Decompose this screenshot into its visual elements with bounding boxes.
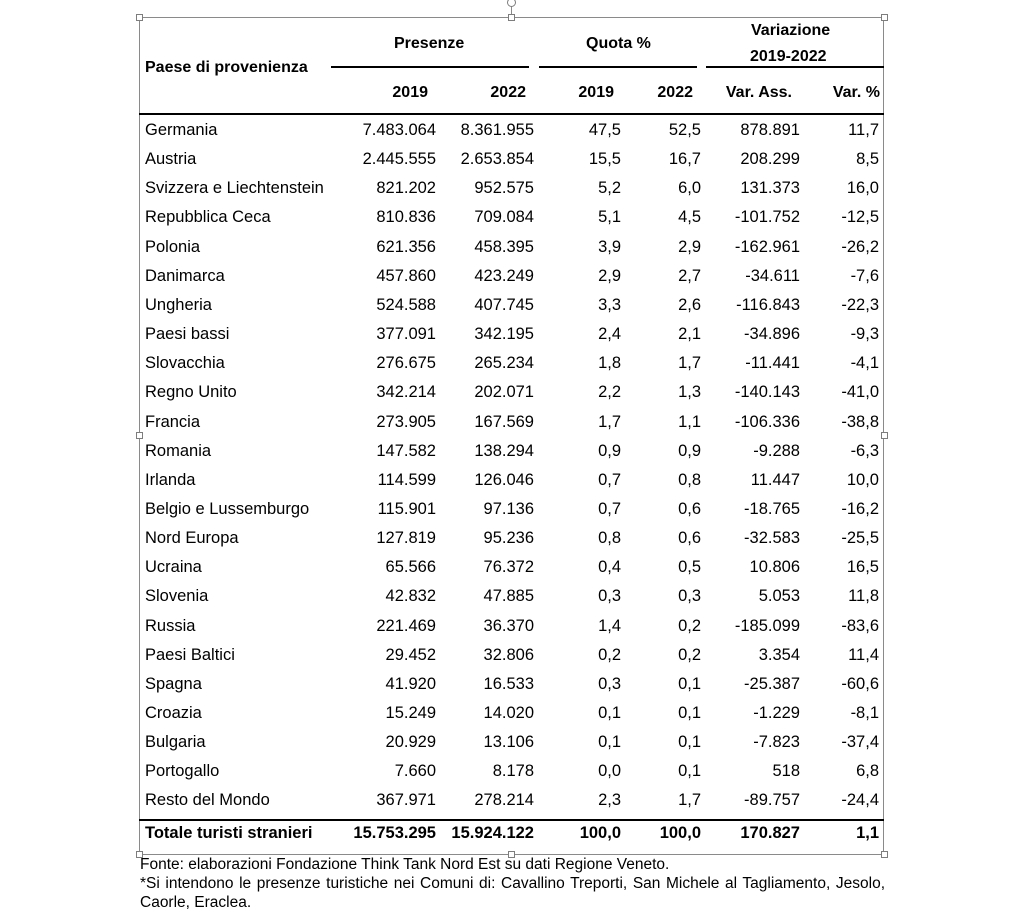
cell-quota-2019: 2,9 xyxy=(598,266,621,285)
total-presenze-2022: 15.924.122 xyxy=(451,824,534,842)
cell-quota-2022: 0,2 xyxy=(678,616,701,635)
table-row xyxy=(139,500,884,529)
cell-quota-2022: 0,6 xyxy=(678,529,701,548)
header-presenze-2019: 2019 xyxy=(392,84,428,101)
cell-quota-2019: 5,1 xyxy=(598,208,621,227)
table-row xyxy=(139,733,884,762)
cell-presenze-2019: 115.901 xyxy=(377,499,436,518)
cell-country: Germania xyxy=(145,121,218,139)
total-var-pct: 1,1 xyxy=(856,824,879,842)
cell-presenze-2022: 278.214 xyxy=(474,791,534,810)
header-quota-2022: 2022 xyxy=(657,84,693,101)
cell-quota-2019: 2,3 xyxy=(598,791,621,810)
table-row xyxy=(139,121,884,150)
cell-var-ass: 5.053 xyxy=(758,587,800,606)
cell-quota-2019: 2,4 xyxy=(598,325,621,344)
cell-quota-2022: 0,6 xyxy=(678,499,701,518)
cell-quota-2022: 6,0 xyxy=(678,179,701,198)
table-row xyxy=(139,238,884,267)
cell-quota-2022: 52,5 xyxy=(668,121,701,139)
total-quota-2022: 100,0 xyxy=(659,824,701,842)
cell-presenze-2022: 8.361.955 xyxy=(460,121,534,139)
cell-country: Ungheria xyxy=(145,295,212,314)
table-row xyxy=(139,413,884,442)
cell-var-pct: -4,1 xyxy=(850,354,879,373)
cell-var-pct: 16,5 xyxy=(846,558,879,577)
cell-quota-2022: 2,6 xyxy=(678,295,701,314)
cell-country: Bulgaria xyxy=(145,733,206,752)
cell-presenze-2022: 265.234 xyxy=(474,354,534,373)
total-presenze-2019: 15.753.295 xyxy=(353,824,436,842)
header-bottom-rule xyxy=(139,113,884,115)
table-row xyxy=(139,617,884,646)
cell-presenze-2019: 367.971 xyxy=(376,791,436,810)
header-variazione-years: 2019-2022 xyxy=(750,48,827,65)
cell-presenze-2022: 8.178 xyxy=(492,762,534,781)
cell-var-pct: -41,0 xyxy=(841,383,879,402)
cell-var-ass: 131.373 xyxy=(740,179,800,198)
cell-quota-2019: 0,8 xyxy=(598,529,621,548)
cell-presenze-2022: 47.885 xyxy=(483,587,534,606)
cell-var-pct: -8,1 xyxy=(850,704,879,722)
cell-presenze-2022: 952.575 xyxy=(474,179,534,198)
cell-quota-2019: 47,5 xyxy=(588,121,621,139)
cell-quota-2022: 4,5 xyxy=(678,208,701,227)
table-row xyxy=(139,383,884,412)
total-label: Totale turisti stranieri xyxy=(145,824,313,842)
cell-quota-2022: 2,1 xyxy=(678,325,701,344)
total-quota-2019: 100,0 xyxy=(579,824,621,842)
cell-quota-2019: 0,2 xyxy=(598,645,621,664)
header-quota-2019: 2019 xyxy=(578,84,614,101)
cell-var-ass: -1.229 xyxy=(753,704,800,722)
cell-var-ass: 878.891 xyxy=(740,121,800,139)
cell-quota-2022: 0,1 xyxy=(678,733,701,752)
table-row xyxy=(139,354,884,383)
cell-presenze-2019: 41.920 xyxy=(385,674,436,693)
cell-var-pct: -25,5 xyxy=(841,529,879,548)
cell-var-pct: 11,4 xyxy=(848,645,879,664)
cell-var-pct: -60,6 xyxy=(841,674,879,693)
cell-country: Paesi Baltici xyxy=(145,645,235,664)
table-row xyxy=(139,179,884,208)
cell-presenze-2019: 276.675 xyxy=(376,354,436,373)
cell-country: Regno Unito xyxy=(145,383,237,402)
cell-country: Spagna xyxy=(145,674,202,693)
table-row xyxy=(139,471,884,500)
cell-presenze-2019: 821.202 xyxy=(376,179,436,198)
rotation-handle[interactable] xyxy=(507,0,516,7)
cell-quota-2019: 3,9 xyxy=(598,237,621,256)
cell-presenze-2022: 458.395 xyxy=(474,237,534,256)
cell-presenze-2022: 342.195 xyxy=(474,325,534,344)
cell-quota-2019: 1,7 xyxy=(598,412,621,431)
cell-var-ass: -185.099 xyxy=(734,616,800,635)
cell-quota-2019: 5,2 xyxy=(598,179,621,198)
cell-country: Nord Europa xyxy=(145,529,239,548)
cell-var-ass: -7.823 xyxy=(753,733,800,752)
cell-presenze-2022: 32.806 xyxy=(483,645,534,664)
cell-country: Russia xyxy=(145,616,196,635)
cell-country: Slovacchia xyxy=(145,354,225,373)
cell-presenze-2022: 202.071 xyxy=(474,383,534,402)
cell-quota-2022: 16,7 xyxy=(668,150,701,169)
cell-quota-2022: 1,7 xyxy=(678,354,701,373)
cell-presenze-2022: 138.294 xyxy=(474,441,534,460)
source-note: Fonte: elaborazioni Fondazione Think Tank Nord Est su dati Regione Veneto. xyxy=(140,856,670,873)
cell-var-ass: -106.336 xyxy=(734,412,800,431)
cell-presenze-2019: 7.660 xyxy=(394,762,436,781)
cell-var-ass: 518 xyxy=(772,762,800,781)
cell-presenze-2022: 95.236 xyxy=(483,529,534,548)
cell-var-ass: -32.583 xyxy=(744,529,800,548)
cell-quota-2019: 2,2 xyxy=(598,383,621,402)
cell-country: Polonia xyxy=(145,237,201,256)
cell-var-pct: -12,5 xyxy=(841,208,879,227)
cell-presenze-2019: 114.599 xyxy=(377,470,436,489)
cell-quota-2022: 2,7 xyxy=(678,266,701,285)
cell-var-ass: -11.441 xyxy=(745,354,800,373)
table-row xyxy=(139,646,884,675)
table-row xyxy=(139,791,884,820)
cell-var-pct: -9,3 xyxy=(850,325,879,344)
total-row xyxy=(139,824,884,853)
cell-presenze-2022: 167.569 xyxy=(474,412,534,431)
cell-presenze-2022: 126.046 xyxy=(474,470,534,489)
cell-country: Romania xyxy=(145,441,212,460)
table-row xyxy=(139,325,884,354)
cell-quota-2019: 0,9 xyxy=(598,441,621,460)
cell-presenze-2019: 377.091 xyxy=(376,325,436,344)
cell-presenze-2019: 127.819 xyxy=(376,529,436,548)
cell-quota-2022: 0,1 xyxy=(678,704,701,722)
cell-quota-2019: 0,7 xyxy=(598,499,621,518)
cell-var-ass: -34.611 xyxy=(745,266,800,285)
cell-presenze-2019: 7.483.064 xyxy=(362,121,436,139)
header-presenze-2022: 2022 xyxy=(490,84,526,101)
cell-quota-2019: 0,3 xyxy=(598,587,621,606)
cell-var-ass: 3.354 xyxy=(758,645,800,664)
cell-quota-2022: 0,1 xyxy=(678,762,701,781)
cell-country: Austria xyxy=(145,150,197,169)
table-row xyxy=(139,150,884,179)
cell-var-ass: 10.806 xyxy=(749,558,800,577)
cell-var-ass: -162.961 xyxy=(734,237,800,256)
cell-country: Belgio e Lussemburgo xyxy=(145,499,310,518)
cell-country: Portogallo xyxy=(145,762,220,781)
cell-presenze-2019: 621.356 xyxy=(376,237,436,256)
cell-var-ass: -18.765 xyxy=(744,499,800,518)
table-row xyxy=(139,442,884,471)
cell-presenze-2019: 65.566 xyxy=(385,558,436,577)
cell-var-pct: 11,7 xyxy=(848,121,879,139)
cell-presenze-2019: 20.929 xyxy=(385,733,436,752)
cell-quota-2019: 0,1 xyxy=(598,733,621,752)
cell-quota-2022: 1,3 xyxy=(678,383,701,402)
cell-country: Svizzera e Liechtenstein xyxy=(145,179,324,198)
cell-presenze-2022: 407.745 xyxy=(474,295,534,314)
cell-var-pct: -26,2 xyxy=(841,237,879,256)
cell-var-pct: -6,3 xyxy=(850,441,879,460)
cell-presenze-2022: 2.653.854 xyxy=(460,150,534,169)
table-row xyxy=(139,762,884,791)
cell-quota-2019: 0,3 xyxy=(598,674,621,693)
cell-presenze-2019: 524.588 xyxy=(376,295,436,314)
cell-var-ass: -9.288 xyxy=(753,441,800,460)
cell-country: Ucraina xyxy=(145,558,202,577)
header-variazione: Variazione xyxy=(751,22,831,39)
header-presenze: Presenze xyxy=(394,35,465,52)
cell-presenze-2022: 97.136 xyxy=(483,499,534,518)
presenze-underline xyxy=(331,66,529,68)
cell-var-pct: 11,8 xyxy=(848,587,879,606)
cell-var-ass: -25.387 xyxy=(744,674,800,693)
cell-presenze-2019: 29.452 xyxy=(385,645,436,664)
total-top-rule xyxy=(139,819,884,821)
footnote: *Si intendono le presenze turistiche nei Comuni di: Cavallino Treporti, San Michele al Tagliamento, Jesolo, Caorle, Eraclea. xyxy=(140,875,885,911)
cell-presenze-2022: 14.020 xyxy=(483,704,534,722)
table-row xyxy=(139,267,884,296)
table-row xyxy=(139,675,884,704)
cell-presenze-2022: 709.084 xyxy=(474,208,534,227)
cell-country: Croazia xyxy=(145,704,202,722)
cell-var-pct: -37,4 xyxy=(841,733,879,752)
cell-quota-2022: 0,2 xyxy=(678,645,701,664)
table-row xyxy=(139,208,884,237)
resize-handle-top-left[interactable] xyxy=(136,14,143,21)
table-notes xyxy=(140,855,885,912)
cell-var-ass: -116.843 xyxy=(736,295,800,314)
cell-var-pct: 16,0 xyxy=(846,179,879,198)
cell-presenze-2019: 147.582 xyxy=(376,441,436,460)
cell-var-pct: 6,8 xyxy=(856,762,879,781)
cell-country: Slovenia xyxy=(145,587,209,606)
cell-presenze-2019: 273.905 xyxy=(376,412,436,431)
cell-var-ass: -140.143 xyxy=(734,383,800,402)
cell-var-pct: -7,6 xyxy=(850,266,879,285)
cell-quota-2022: 0,9 xyxy=(678,441,701,460)
cell-var-ass: -89.757 xyxy=(744,791,800,810)
cell-presenze-2019: 42.832 xyxy=(385,587,436,606)
cell-country: Repubblica Ceca xyxy=(145,208,271,227)
cell-presenze-2019: 15.249 xyxy=(385,704,436,722)
cell-var-ass: -101.752 xyxy=(734,208,800,227)
cell-country: Danimarca xyxy=(145,266,225,285)
resize-handle-top[interactable] xyxy=(508,14,515,21)
cell-quota-2022: 2,9 xyxy=(678,237,701,256)
table-row xyxy=(139,558,884,587)
table-row xyxy=(139,587,884,616)
cell-quota-2019: 0,4 xyxy=(598,558,621,577)
cell-var-pct: -83,6 xyxy=(841,616,879,635)
total-var-ass: 170.827 xyxy=(740,824,800,842)
cell-quota-2019: 0,7 xyxy=(598,470,621,489)
header-quota: Quota % xyxy=(586,35,651,52)
header-var-ass: Var. Ass. xyxy=(725,84,792,101)
cell-presenze-2022: 16.533 xyxy=(483,674,534,693)
cell-var-pct: -38,8 xyxy=(841,412,879,431)
cell-var-pct: 10,0 xyxy=(846,470,879,489)
cell-presenze-2022: 13.106 xyxy=(483,733,534,752)
quota-underline xyxy=(539,66,697,68)
cell-presenze-2019: 342.214 xyxy=(376,383,436,402)
table-row xyxy=(139,529,884,558)
cell-presenze-2022: 76.372 xyxy=(483,558,534,577)
header-var-pct: Var. % xyxy=(832,84,880,101)
cell-quota-2022: 0,1 xyxy=(678,674,701,693)
cell-presenze-2019: 810.836 xyxy=(376,208,436,227)
cell-quota-2019: 1,4 xyxy=(598,616,621,635)
cell-presenze-2019: 221.469 xyxy=(376,616,436,635)
cell-country: Resto del Mondo xyxy=(145,791,270,810)
cell-quota-2022: 0,5 xyxy=(678,558,701,577)
header-country: Paese di provenienza xyxy=(145,59,308,76)
cell-quota-2022: 1,7 xyxy=(678,791,701,810)
cell-country: Francia xyxy=(145,412,201,431)
cell-var-ass: -34.896 xyxy=(744,325,800,344)
cell-country: Irlanda xyxy=(145,470,196,489)
cell-quota-2019: 0,0 xyxy=(598,762,621,781)
cell-quota-2022: 1,1 xyxy=(678,412,701,431)
cell-quota-2019: 3,3 xyxy=(598,295,621,314)
cell-presenze-2022: 423.249 xyxy=(474,266,534,285)
table-row xyxy=(139,296,884,325)
cell-country: Paesi bassi xyxy=(145,325,230,344)
cell-quota-2019: 0,1 xyxy=(598,704,621,722)
table-row xyxy=(139,704,884,733)
cell-var-pct: -16,2 xyxy=(841,499,879,518)
cell-presenze-2022: 36.370 xyxy=(483,616,534,635)
variazione-underline xyxy=(706,66,884,68)
cell-var-ass: 11.447 xyxy=(750,470,800,489)
cell-quota-2019: 15,5 xyxy=(588,150,621,169)
cell-var-ass: 208.299 xyxy=(740,150,800,169)
cell-quota-2019: 1,8 xyxy=(598,354,621,373)
cell-var-pct: -24,4 xyxy=(841,791,879,810)
cell-var-pct: -22,3 xyxy=(841,295,879,314)
cell-quota-2022: 0,3 xyxy=(678,587,701,606)
cell-presenze-2019: 2.445.555 xyxy=(362,150,436,169)
cell-var-pct: 8,5 xyxy=(856,150,879,169)
cell-presenze-2019: 457.860 xyxy=(376,266,436,285)
cell-quota-2022: 0,8 xyxy=(678,470,701,489)
resize-handle-top-right[interactable] xyxy=(881,14,888,21)
